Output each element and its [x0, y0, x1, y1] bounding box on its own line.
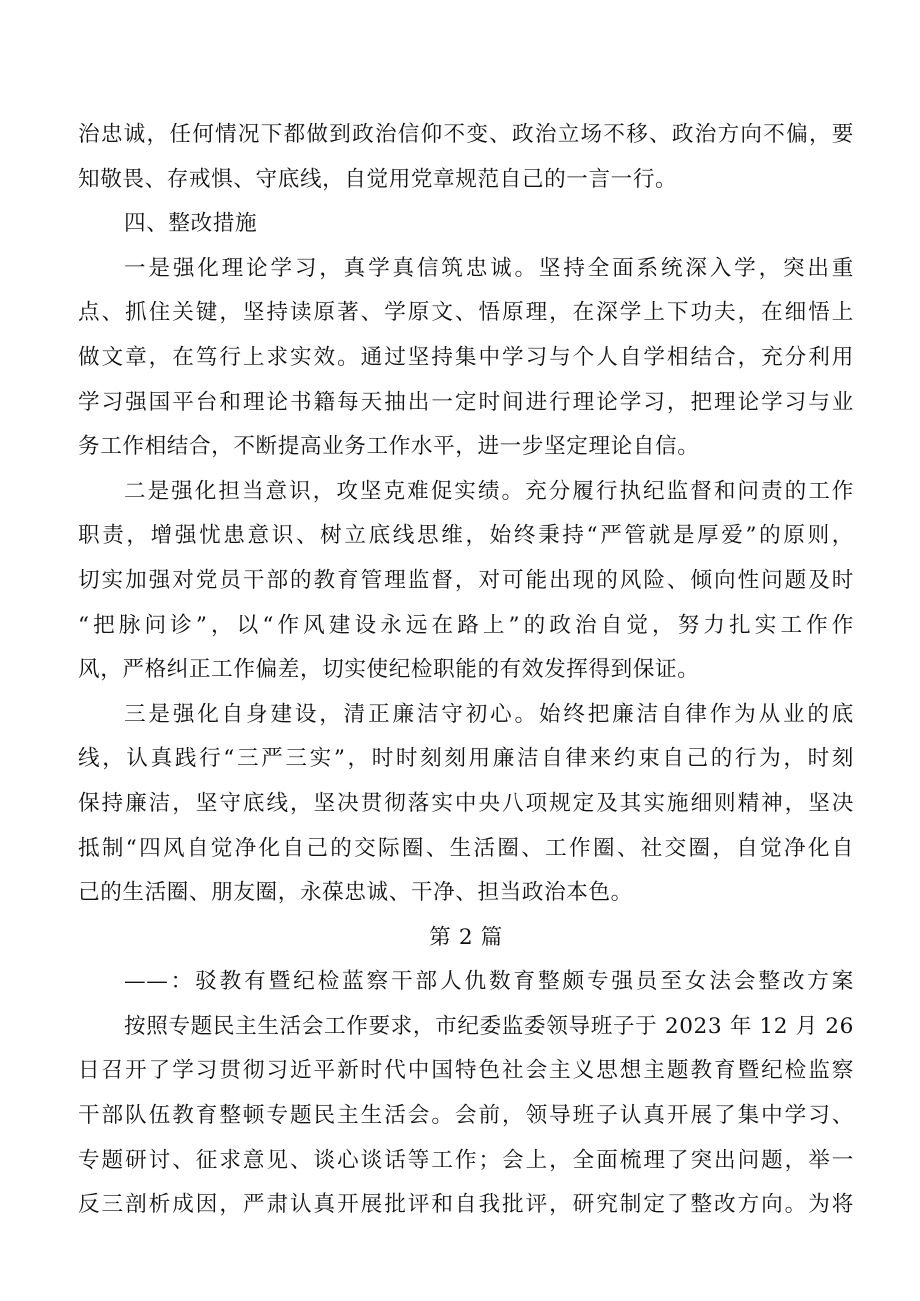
text-line: 反三剖析成因，严肃认真开展批评和自我批评，研究制定了整改方向。为将: [78, 1192, 854, 1218]
text-line: 职责，增强忧患意识、树立底线思维，始终秉持“严管就是厚爱”的原则，: [78, 523, 854, 549]
text-line: 切实加强对党员干部的教育管理监督，对可能出现的风险、倾向性问题及时: [78, 567, 854, 593]
text-line: 线，认真践行“三严三实”，时时刻刻用廉洁自律来约束自己的行为，时刻: [78, 746, 854, 772]
chapter-subtitle: ——：驳教有暨纪检蓝察干部人仇数育整颇专强员至女法会整改方案: [124, 969, 854, 995]
paragraph-start: 二是强化担当意识，攻坚克难促实绩。充分履行执纪监督和问责的工作: [124, 478, 854, 504]
paragraph-start: 三是强化自身建设，清正廉洁守初心。始终把廉洁自律作为从业的底: [124, 701, 854, 727]
text-line: 日召开了学习贯彻习近平新时代中国特色社会主义思想主题教育暨纪检监察: [78, 1058, 854, 1084]
text-line: 点、抓住关键，坚持读原著、学原文、悟原理，在深学上下功夫，在细悟上: [78, 300, 854, 326]
text-line: 做文章，在笃行上求实效。通过坚持集中学习与个人自学相结合，充分利用: [78, 344, 854, 370]
text-line: “把脉问诊”，以“作风建设永远在路上”的政治自觉，努力扎实工作作: [78, 612, 854, 638]
section-heading: 四、整改措施: [124, 211, 258, 237]
text-line: 己的生活圈、朋友圈，永葆忠诚、干净、担当政治本色。: [78, 880, 633, 906]
text-line: 学习强国平台和理论书籍每天抽出一定时间进行理论学习，把理论学习与业: [78, 389, 854, 415]
paragraph-start: 一是强化理论学习，真学真信筑忠诚。坚持全面系统深入学，突出重: [124, 255, 854, 281]
text-line: 保持廉洁，坚守底线，坚决贯彻落实中央八项规定及其实施细则精神，坚决: [78, 790, 854, 816]
paragraph-start: 按照专题民主生活会工作要求，市纪委监委领导班子于 2023 年 12 月 26: [124, 1013, 854, 1039]
text-line: 治忠诚，任何情况下都做到政治信仰不变、政治立场不移、政治方向不偏，要: [78, 122, 854, 147]
chapter-title: 第 2 篇: [429, 924, 503, 950]
text-line: 专题研讨、征求意见、谈心谈话等工作；会上，全面梳理了突出问题，举一: [78, 1147, 854, 1173]
text-line: 风，严格纠正工作偏差，切实使纪检职能的有效发挥得到保证。: [78, 657, 700, 683]
document-page: [78, 113, 854, 1228]
text-line: 抵制“四风自觉净化自己的交际圈、生活圈、工作圈、社交圈，自觉净化自: [78, 835, 854, 861]
text-line: 务工作相结合，不断提高业务工作水平，进一步坚定理论自信。: [78, 434, 700, 460]
text-line: 知敬畏、存戒惧、守底线，自觉用党章规范自己的一言一行。: [78, 166, 678, 192]
text-line: 干部队伍教育整顿专题民主生活会。会前，领导班子认真开展了集中学习、: [78, 1103, 854, 1129]
